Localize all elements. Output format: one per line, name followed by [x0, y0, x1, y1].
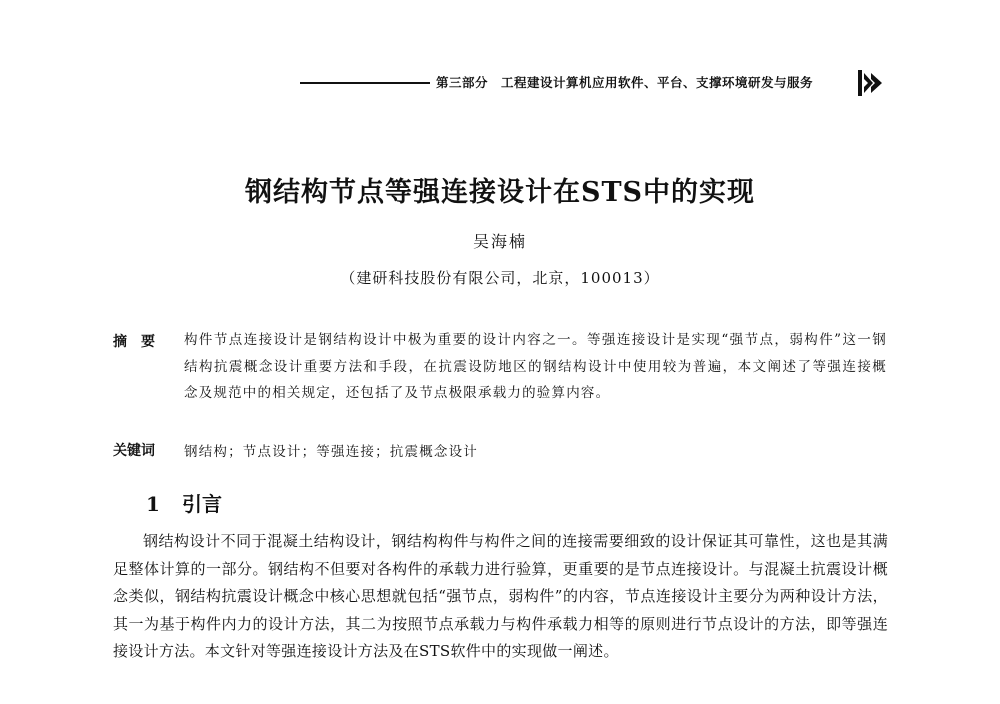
paper-title: 钢结构节点等强连接设计在STS中的实现: [244, 177, 756, 208]
section-title: 引言: [182, 492, 222, 516]
running-header: [290, 70, 890, 98]
double-chevron-icon: [858, 70, 884, 96]
section-paragraph: 钢结构设计不同于混凝土结构设计，钢结构构件与构件之间的连接需要细致的设计保证其可靠性，这也是其满足整体计算的一部分。钢结构不但要对各构件的承载力进行验算，更重要的是节点连接设计。与混凝土抗震设计概念类似，钢结构抗震设计概念中核心思想就包括“强节点，弱构件”的内容，节点连接设计主要分为两种设计方法，其一为基于构件内力的设计方法，其二为按照节点承载力与构件承载力相等的原则进行节点设计的方法，即等强连接设计方法。本文针对等强连接设计方法及在STS软件中的实现做一阐述。: [113, 532, 888, 660]
section-number: 1: [146, 492, 160, 516]
abstract-label: 摘要: [113, 334, 169, 350]
paper-affiliation: （建研科技股份有限公司，北京，100013）: [340, 269, 660, 287]
running-header-text: 第三部分 工程建设计算机应用软件、平台、支撑环境研发与服务: [436, 75, 814, 90]
section-heading: [146, 488, 222, 517]
keywords-text: 钢结构；节点设计；等强连接；抗震概念设计: [184, 444, 478, 460]
paper-author: 吴海楠: [472, 232, 527, 251]
abstract-text: 构件节点连接设计是钢结构设计中极为重要的设计内容之一。等强连接设计是实现“强节点，弱构件”这一钢结构抗震概念设计重要方法和手段，在抗震设防地区的钢结构设计中使用较为普遍，本文阐述了等强连接概念及规范中的相关规定，还包括了及节点极限承载力的验算内容。: [184, 332, 887, 401]
header-rule: [300, 82, 430, 84]
keywords-label: 关键词: [113, 443, 155, 459]
